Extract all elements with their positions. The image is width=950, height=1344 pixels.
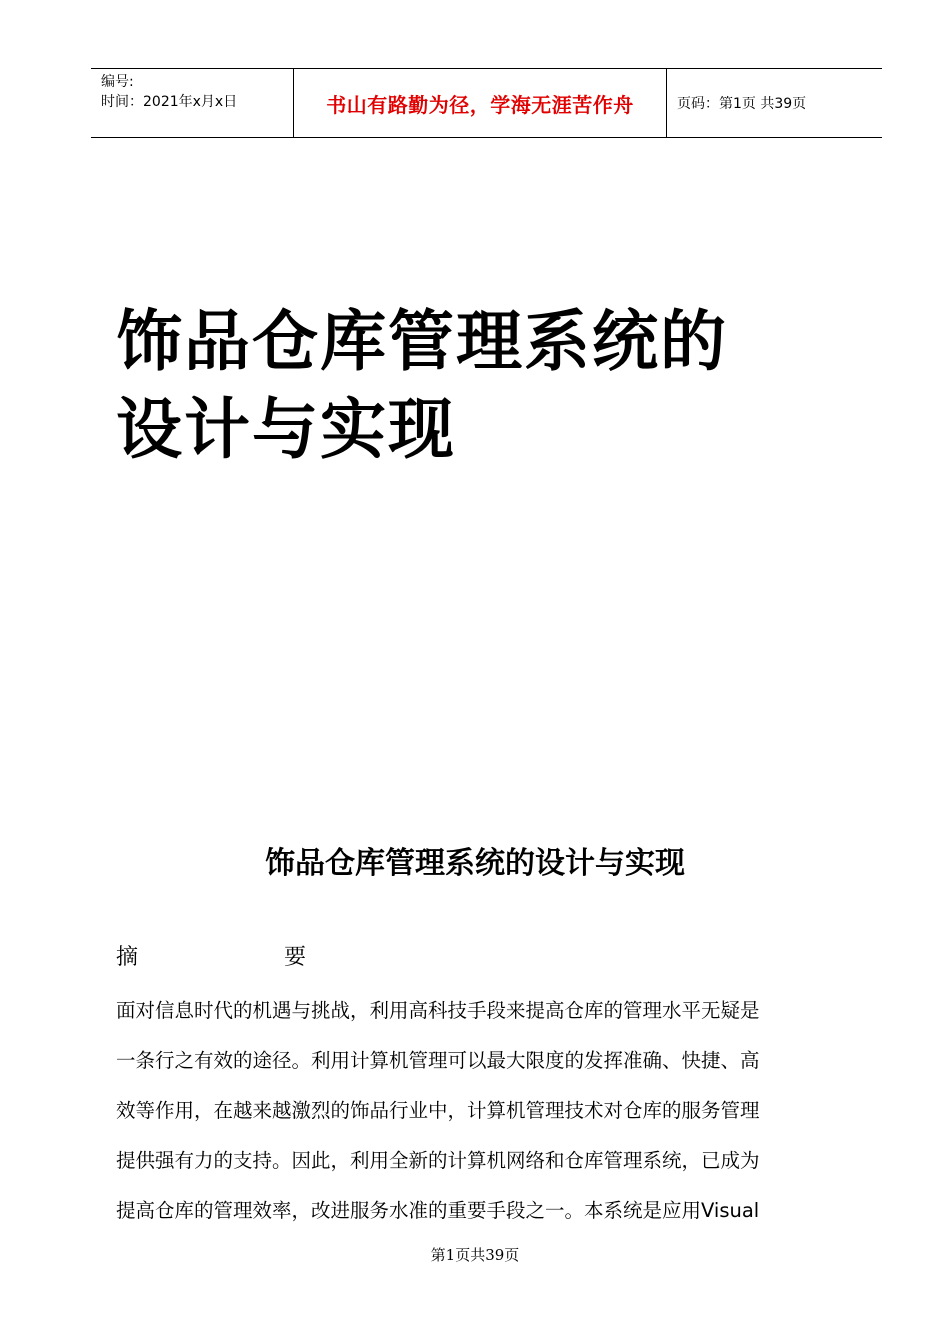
page-footer: 第1页共39页 bbox=[430, 1246, 520, 1264]
document-number-label: 编号: bbox=[101, 74, 134, 90]
abstract-heading-char-1: 摘 bbox=[116, 945, 139, 970]
header-motto-cell bbox=[293, 69, 667, 137]
header-meta bbox=[91, 69, 293, 137]
cover-title bbox=[116, 298, 728, 474]
abstract-line: 提高仓库的管理效率，改进服务水准的重要手段之一。本系统是应用Visual bbox=[116, 1199, 760, 1222]
abstract-heading bbox=[116, 940, 307, 971]
document-title: 饰品仓库管理系统的设计与实现 bbox=[265, 846, 685, 881]
abstract-heading-char-2: 要 bbox=[284, 945, 307, 970]
abstract-line: 提供强有力的支持。因此，利用全新的计算机网络和仓库管理系统，已成为 bbox=[116, 1149, 760, 1172]
abstract-line: 面对信息时代的机遇与挑战，利用高科技手段来提高仓库的管理水平无疑是 bbox=[116, 999, 760, 1022]
abstract-line: 一条行之有效的途径。利用计算机管理可以最大限度的发挥准确、快捷、高 bbox=[116, 1049, 760, 1072]
header-motto: 书山有路勤为径，学海无涯苦作舟 bbox=[326, 92, 634, 117]
abstract-line: 效等作用，在越来越激烈的饰品行业中，计算机管理技术对仓库的服务管理 bbox=[116, 1099, 760, 1122]
abstract-body bbox=[116, 986, 856, 1236]
cover-title-line-2: 设计与实现 bbox=[116, 391, 456, 468]
cover-title-line-1: 饰品仓库管理系统的 bbox=[116, 303, 728, 380]
document-date: 时间：2021年x月x日 bbox=[101, 94, 238, 110]
page-header bbox=[91, 68, 882, 138]
header-page-info: 页码：第1页 共39页 bbox=[677, 96, 807, 112]
